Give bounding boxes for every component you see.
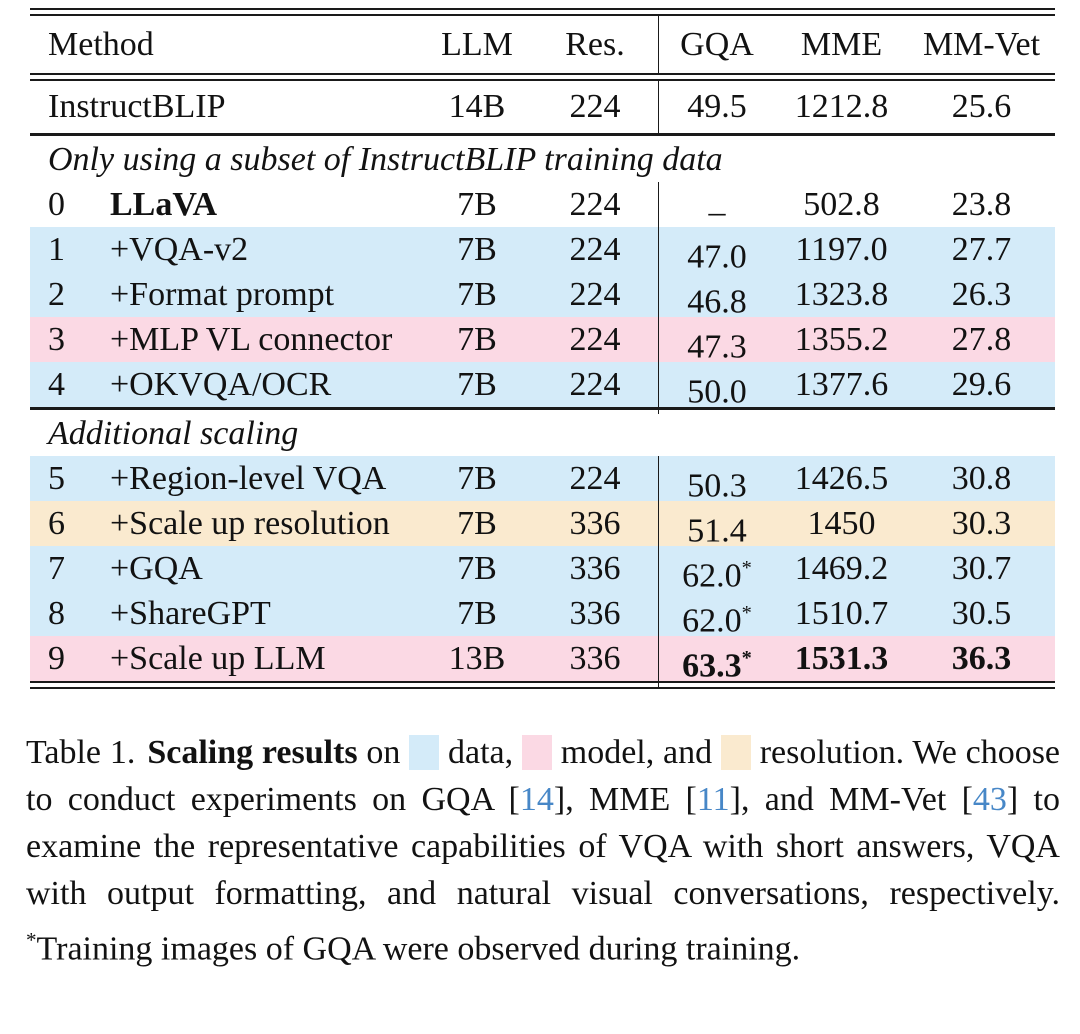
llm-cell: 13B: [448, 640, 506, 677]
caption-text: data,: [439, 734, 522, 771]
mmvet-cell: 30.8: [951, 460, 1012, 497]
color-swatch-data: [409, 735, 439, 770]
mme-cell: 1426.5: [794, 460, 889, 497]
gqa-footnote-star: *: [741, 647, 752, 669]
method-cell: LLaVA: [110, 186, 218, 223]
res-cell: 224: [569, 276, 621, 313]
res-cell: 336: [569, 640, 621, 677]
gqa-value: 50.0: [687, 373, 747, 411]
mme-cell: 1197.0: [795, 231, 888, 268]
method-cell: +Format prompt: [110, 276, 335, 313]
mmvet-cell: 27.7: [951, 231, 1012, 268]
mmvet-cell: 23.8: [951, 186, 1012, 223]
method-cell: +Scale up LLM: [110, 640, 326, 677]
row-number: 9: [48, 640, 65, 677]
row-number: 7: [48, 550, 65, 587]
llm-cell: 7B: [457, 505, 497, 542]
method-cell: +Region-level VQA: [110, 460, 387, 497]
gqa-value: 63.3: [682, 647, 742, 685]
mme-cell: 1531.3: [794, 640, 889, 677]
gqa-value: 47.0: [687, 238, 747, 276]
mmvet-cell: 36.3: [951, 640, 1012, 677]
table-row: [30, 501, 1055, 550]
gqa-cell: 49.5: [658, 81, 775, 133]
mmvet-cell: 26.3: [951, 276, 1012, 313]
row-number: 2: [48, 276, 65, 313]
color-swatch-model: [522, 735, 552, 770]
table-caption: [26, 729, 1060, 972]
mme-cell: 1469.2: [794, 550, 889, 587]
mme-cell: 1355.2: [794, 321, 889, 358]
table-row: [30, 636, 1055, 685]
column-header-method: Method: [48, 26, 154, 63]
llm-cell: 7B: [457, 276, 497, 313]
gqa-value: –: [708, 193, 726, 231]
row-number: 1: [48, 231, 65, 268]
llm-cell: 7B: [457, 595, 497, 632]
llm-cell: 7B: [457, 231, 497, 268]
llm-cell: 7B: [457, 550, 497, 587]
caption-text: ], MME [: [553, 781, 697, 818]
mme-cell: 1377.6: [794, 366, 889, 403]
mmvet-cell: 30.7: [951, 550, 1012, 587]
mmvet-cell: 30.3: [951, 505, 1012, 542]
gqa-cell: [658, 362, 775, 414]
color-swatch-resolution: [721, 735, 751, 770]
citation-link-mme[interactable]: 11: [696, 781, 730, 818]
method-cell: +VQA-v2: [110, 231, 249, 268]
caption-text: on: [357, 734, 410, 771]
gqa-value: 51.4: [687, 512, 747, 550]
mmvet-cell: 25.6: [951, 88, 1012, 125]
gqa-value: 46.8: [687, 283, 747, 321]
method-cell: +MLP VL connector: [110, 321, 393, 358]
table-row: [30, 182, 1055, 231]
gqa-footnote-star: *: [741, 602, 752, 624]
row-number: 5: [48, 460, 65, 497]
mmvet-cell: 30.5: [951, 595, 1012, 632]
gqa-value: 47.3: [687, 328, 747, 366]
column-header-res: Res.: [565, 26, 625, 63]
gqa-footnote-star: *: [741, 557, 752, 579]
header-double-rule: [30, 73, 1055, 81]
mme-cell: 502.8: [803, 186, 880, 223]
footnote-star: *: [26, 928, 37, 952]
baseline-row-instructblip: [30, 81, 1055, 133]
mme-cell: 1450: [807, 505, 876, 542]
mme-cell: 1212.8: [794, 88, 889, 125]
gqa-value: 62.0: [682, 602, 742, 640]
method-cell: InstructBLIP: [48, 88, 226, 125]
section-title: Additional scaling: [48, 415, 299, 452]
res-cell: 336: [569, 505, 621, 542]
section-title-row: [30, 410, 1055, 456]
caption-text: model, and: [551, 734, 721, 771]
top-double-rule: [30, 8, 1055, 16]
method-cell: +GQA: [110, 550, 203, 587]
column-header-mmvet: MM-Vet: [922, 26, 1041, 63]
gqa-value: 50.3: [687, 467, 747, 505]
method-cell: +OKVQA/OCR: [110, 366, 332, 403]
res-cell: 336: [569, 550, 621, 587]
llm-cell: 7B: [457, 321, 497, 358]
table-row: [30, 272, 1055, 321]
res-cell: 224: [569, 88, 621, 125]
mme-cell: 1510.7: [794, 595, 889, 632]
mmvet-cell: 27.8: [951, 321, 1012, 358]
gqa-cell: [658, 636, 775, 688]
gqa-value: 62.0: [682, 557, 742, 595]
llm-cell: 7B: [457, 186, 497, 223]
table-header-row: [30, 16, 1055, 73]
caption-text: ] to examine the representative capabilities of VQA with short answers, VQA with output formatting, and natural visual conversations, respectively.: [26, 781, 1060, 912]
column-header-gqa: GQA: [658, 16, 775, 73]
method-cell: +Scale up resolution: [110, 505, 390, 542]
llm-cell: 14B: [448, 88, 506, 125]
row-number: 0: [48, 186, 65, 223]
table-row: [30, 362, 1055, 411]
citation-link-gqa[interactable]: 14: [519, 781, 554, 818]
res-cell: 224: [569, 321, 621, 358]
column-header-llm: LLM: [441, 26, 513, 63]
llm-cell: 7B: [457, 366, 497, 403]
results-table: [30, 8, 1055, 689]
caption-text: resolution. We choose to conduct experiments on GQA [: [26, 734, 1061, 818]
caption-bold-intro: Scaling results: [147, 734, 358, 771]
table-row: [30, 546, 1055, 595]
table-row: [30, 317, 1055, 366]
table-row: [30, 591, 1055, 640]
res-cell: 224: [569, 366, 621, 403]
row-number: 8: [48, 595, 65, 632]
column-header-mme: MME: [800, 26, 883, 63]
row-number: 6: [48, 505, 65, 542]
row-number: 4: [48, 366, 65, 403]
method-cell: +ShareGPT: [110, 595, 271, 632]
section-title: Only using a subset of InstructBLIP training data: [48, 141, 723, 178]
caption-label: Table 1.: [26, 734, 136, 771]
citation-link-mmvet[interactable]: 43: [972, 781, 1007, 818]
table-row: [30, 456, 1055, 505]
section-title-row: [30, 136, 1055, 182]
res-cell: 224: [569, 231, 621, 268]
caption-text: Training images of GQA were observed during training.: [36, 930, 801, 968]
mmvet-cell: 29.6: [951, 366, 1012, 403]
mme-cell: 1323.8: [794, 276, 889, 313]
llm-cell: 7B: [457, 460, 497, 497]
res-cell: 224: [569, 186, 621, 223]
table-row: [30, 227, 1055, 276]
res-cell: 336: [569, 595, 621, 632]
row-number: 3: [48, 321, 65, 358]
res-cell: 224: [569, 460, 621, 497]
caption-text: ], and MM-Vet [: [729, 781, 973, 818]
